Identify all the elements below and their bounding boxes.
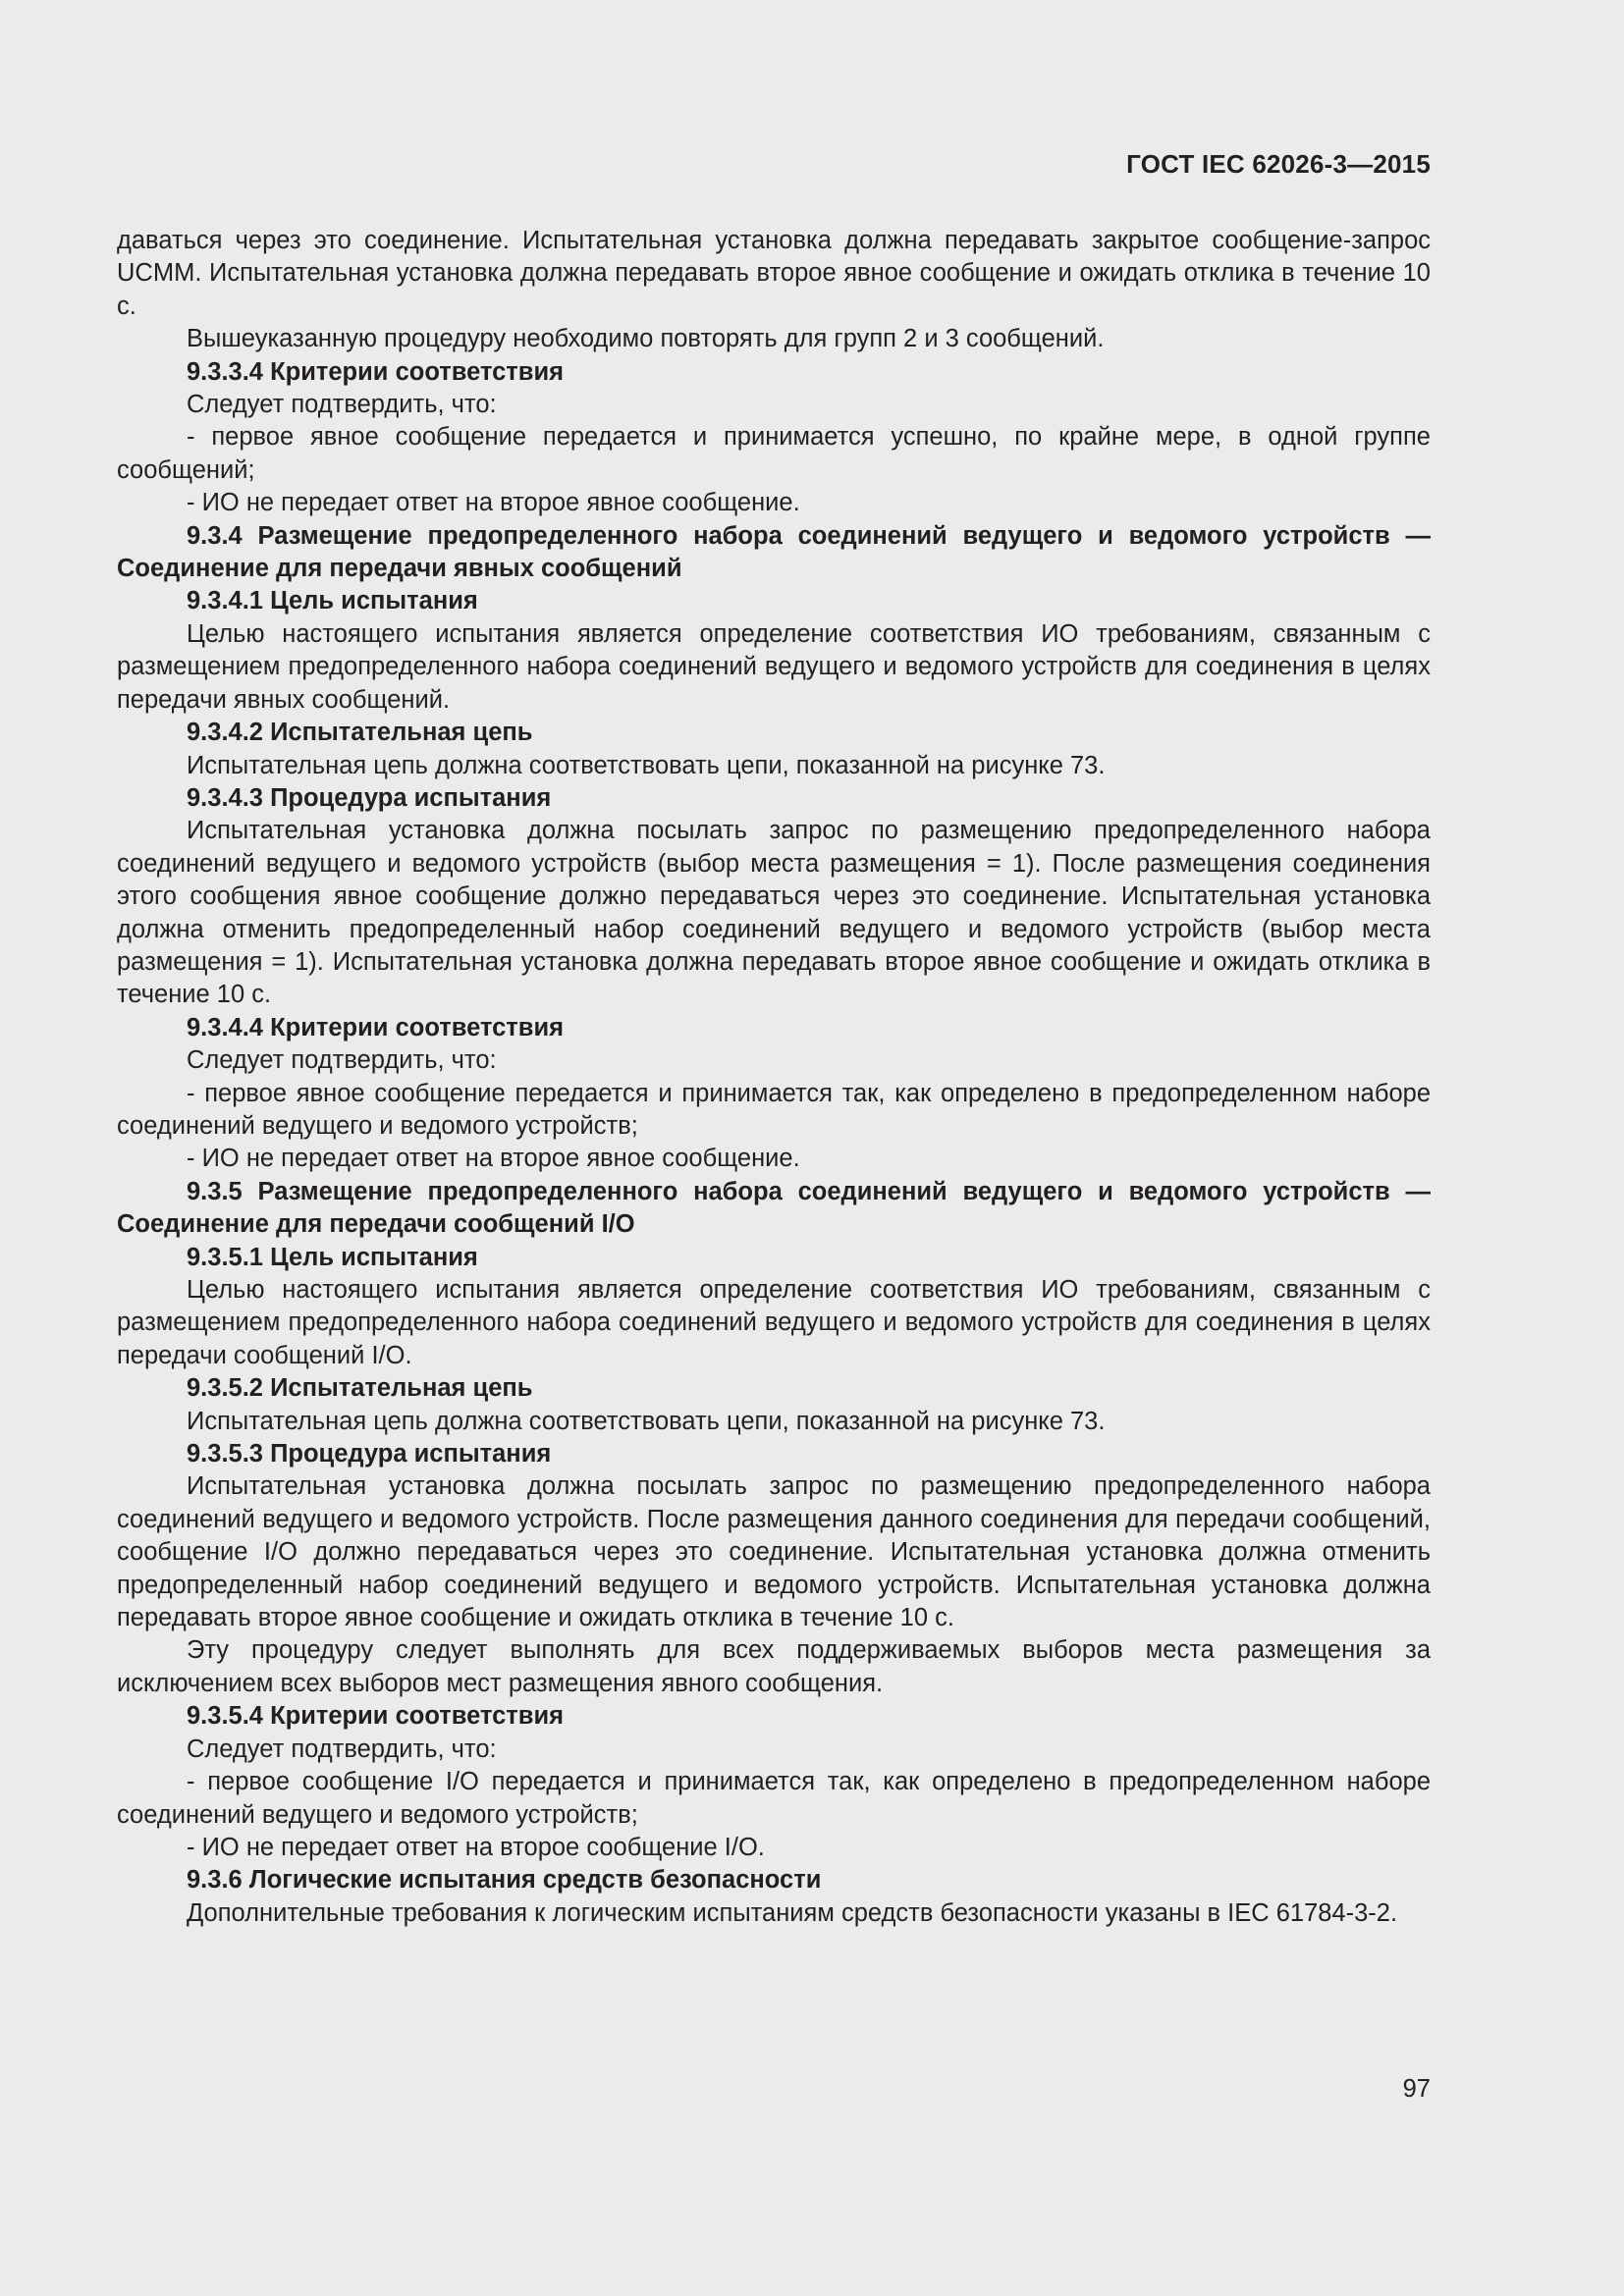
document-standard-header: ГОСТ IEC 62026-3—2015	[1126, 149, 1431, 179]
body-paragraph: Испытательная установка должна посылать запрос по размещению предопределенного набора соединений ведущего и ведомого устройств (выбор места размещения = 1). После размещения соединения этого сообщения явное сообщение должно передаваться через это соединение. Испытательная установка должна отменить предопределенный набор соединений ведущего и ведомого устройств (выбор места размещения = 1). Испытательная установка должна передавать второе явное сообщение и ожидать отклика в течение 10 с.	[117, 817, 1431, 1009]
body-paragraph: Целью настоящего испытания является определение соответствия ИО требованиям, связанным с размещением предопределенного набора соединений ведущего и ведомого устройств для соединения в целях передачи явных сообщений.	[117, 619, 1431, 714]
body-paragraph: Эту процедуру следует выполнять для всех поддерживаемых выборов места размещения за исключением всех выборов мест размещения явного сообщения.	[117, 1636, 1431, 1697]
section-heading: 9.3.5 Размещение предопределенного набора соединений ведущего и ведомого устройств — Соединение для передачи сообщений I/O	[117, 1177, 1431, 1239]
section-heading: 9.3.4.1 Цель испытания	[187, 587, 478, 615]
section-heading: 9.3.4 Размещение предопределенного набора соединений ведущего и ведомого устройств — Соединение для передачи явных сообщений	[117, 521, 1431, 583]
section-heading: 9.3.6 Логические испытания средств безопасности	[187, 1866, 822, 1895]
section-heading: 9.3.5.2 Испытательная цепь	[187, 1374, 533, 1403]
body-paragraph: Целью настоящего испытания является определение соответствия ИО требованиям, связанным с размещением предопределенного набора соединений ведущего и ведомого устройств для соединения в целях передачи сообщений I/O.	[117, 1276, 1431, 1369]
section-heading: 9.3.4.3 Процедура испытания	[187, 783, 552, 812]
body-paragraph: Следует подтвердить, что:	[187, 1046, 497, 1075]
document-body	[117, 225, 1431, 1930]
section-heading: 9.3.3.4 Критерии соответствия	[187, 357, 564, 386]
list-item: - ИО не передает ответ на второе явное сообщение.	[187, 1145, 800, 1173]
body-paragraph: даваться через это соединение. Испытательная установка должна передавать закрытое сообщение-запрос UCMM. Испытательная установка должна передавать второе явное сообщение и ожидать отклика в течение 10 с.	[117, 227, 1431, 320]
list-item: - ИО не передает ответ на второе сообщение I/O.	[187, 1833, 765, 1861]
section-heading: 9.3.4.4 Критерии соответствия	[187, 1013, 564, 1041]
section-heading: 9.3.5.3 Процедура испытания	[187, 1440, 552, 1468]
body-paragraph: Следует подтвердить, что:	[187, 391, 497, 419]
body-paragraph: Вышеуказанную процедуру необходимо повторять для групп 2 и 3 сообщений.	[187, 325, 1105, 353]
body-paragraph: Испытательная цепь должна соответствовать цепи, показанной на рисунке 73.	[187, 751, 1106, 779]
list-item: - первое сообщение I/O передается и принимается так, как определено в предопределенном наборе соединений ведущего и ведомого устройств;	[117, 1768, 1431, 1829]
section-heading: 9.3.4.2 Испытательная цепь	[187, 719, 533, 747]
body-paragraph: Дополнительные требования к логическим испытаниям средств безопасности указаны в IEC 61784-3-2.	[187, 1898, 1398, 1927]
body-paragraph: Испытательная цепь должна соответствовать цепи, показанной на рисунке 73.	[187, 1407, 1106, 1435]
section-heading: 9.3.5.1 Цель испытания	[187, 1243, 478, 1271]
body-paragraph: Испытательная установка должна посылать запрос по размещению предопределенного набора соединений ведущего и ведомого устройств. После размещения данного соединения для передачи сообщений, сообщение I/O должно передаваться через это соединение. Испытательная установка должна отменить предопределенный набор соединений ведущего и ведомого устройств. Испытательная установка должна передавать второе явное сообщение и ожидать отклика в течение 10 с.	[117, 1472, 1431, 1632]
list-item: - ИО не передает ответ на второе явное сообщение.	[187, 489, 800, 517]
list-item: - первое явное сообщение передается и принимается успешно, по крайне мере, в одной группе сообщений;	[117, 423, 1431, 484]
page-number: 97	[1402, 2075, 1431, 2103]
body-paragraph: Следует подтвердить, что:	[187, 1735, 497, 1763]
section-heading: 9.3.5.4 Критерии соответствия	[187, 1702, 564, 1731]
list-item: - первое явное сообщение передается и принимается так, как определено в предопределенном наборе соединений ведущего и ведомого устройств;	[117, 1079, 1431, 1140]
